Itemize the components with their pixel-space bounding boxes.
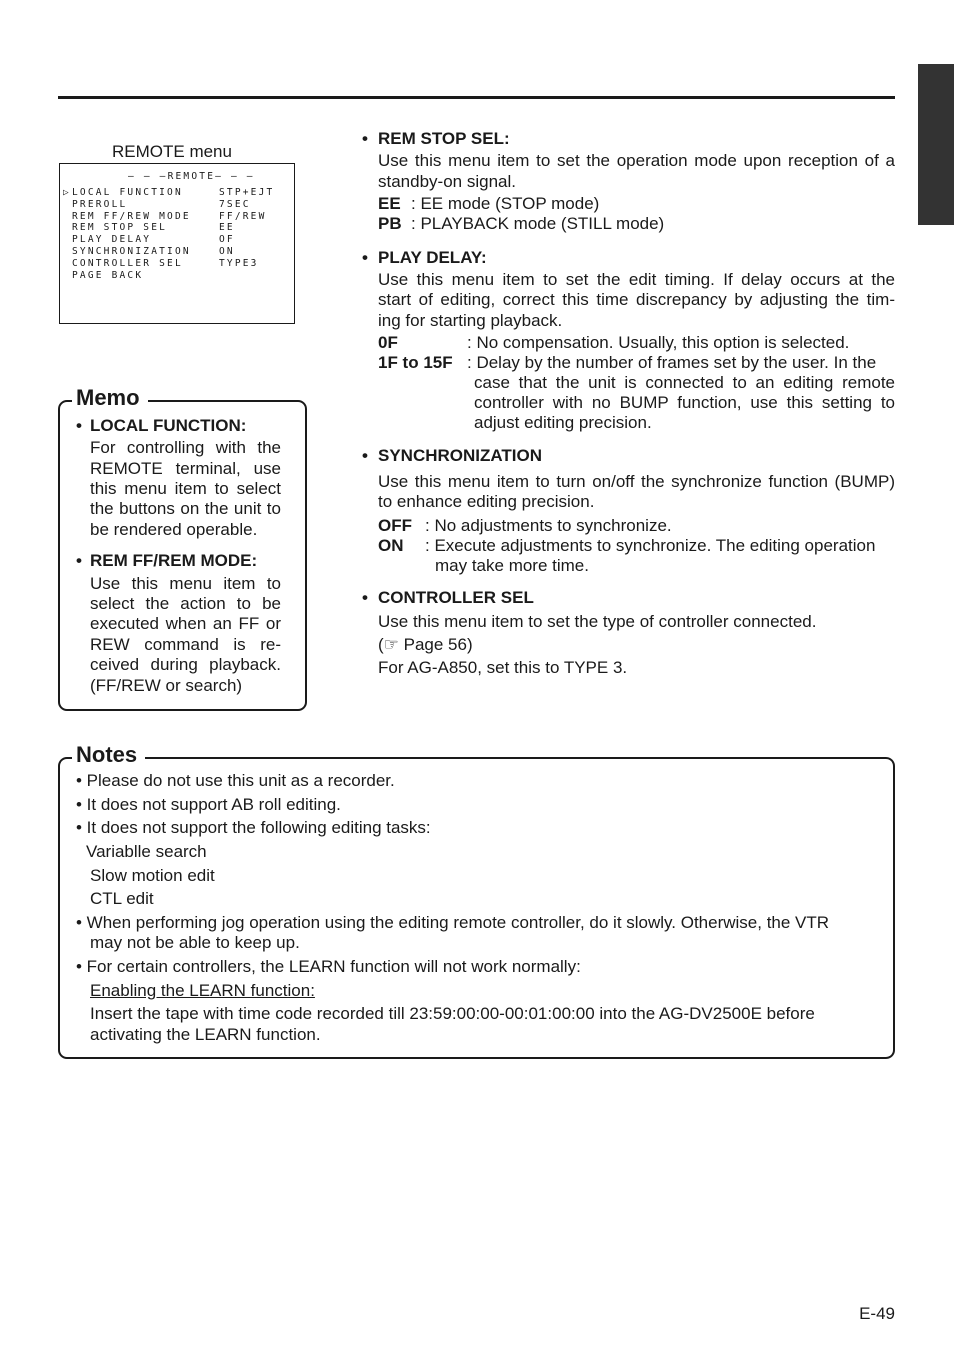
option-desc-continued: case that the unit is connected to an editing remote [474,373,895,392]
note-item: • It does not support the following editing tasks: [76,818,431,837]
memo-item-line: this menu item to select [90,479,281,498]
note-subheading: Enabling the LEARN function: [90,981,315,1000]
rem-stop-sel-text: standby-on signal. [378,172,516,191]
play-delay-text: ing for starting playback. [378,311,563,330]
option-desc: : Execute adjustments to synchronize. The editing operation [425,536,876,555]
controller-sel-text: Use this menu item to set the type of controller connected. [378,612,817,631]
option-desc-continued: controller with no BUMP function, use this setting to [474,393,895,412]
controller-sel-text: For AG-A850, set this to TYPE 3. [378,658,628,677]
remote-menu-screen [59,163,295,324]
memo-item-line: select the action to be [90,594,281,613]
menu-row-controller-sel: CONTROLLER SEL TYPE3 [72,258,259,269]
option-code: EE [378,194,401,213]
memo-item-line: REW command is re- [90,635,281,654]
section-bullet: • [362,446,368,465]
menu-row-rem-stop-sel: REM STOP SEL EE [72,222,235,233]
note-item: • Please do not use this unit as a recorder. [76,771,395,790]
note-item-continued: Insert the tape with time code recorded till 23:59:00:00-00:01:00:00 into the AG-DV2500E before [90,1004,815,1023]
option-desc-continued: adjust editing precision. [474,413,652,432]
page-number: E-49 [859,1304,895,1323]
option-code: PB [378,214,402,233]
play-delay-text: start of editing, correct this time discrepancy by adjusting the tim- [378,290,895,309]
memo-bullet: • [76,416,82,435]
note-item-continued: activating the LEARN function. [90,1025,321,1044]
option-desc: : PLAYBACK mode (STILL mode) [411,214,665,233]
note-item: • When performing jog operation using the editing remote controller, do it slowly. Otherwise, the VTR [76,913,830,932]
memo-item-line: REMOTE terminal, use [90,459,281,478]
memo-item-line: (FF/REW or search) [90,676,243,695]
controller-sel-page-ref: (☞ Page 56) [378,635,473,654]
memo-item-title: REM FF/REM MODE: [90,551,258,570]
option-desc-continued: may take more time. [435,556,589,575]
section-bullet: • [362,588,368,607]
synchronization-title: SYNCHRONIZATION [378,446,543,465]
note-subitem: Variablle search [86,842,207,861]
option-desc: : Delay by the number of frames set by the user. In the [467,353,877,372]
remote-menu-title: – – –REMOTE– – – [128,171,255,182]
option-code: 1F to 15F [378,353,453,372]
memo-item-line: the buttons on the unit to [90,499,281,518]
option-code: ON [378,536,404,555]
memo-heading: Memo [72,386,148,410]
section-bullet: • [362,248,368,267]
menu-row-local-function: ▷ LOCAL FUNCTION STP+EJT [63,187,275,198]
cursor-icon: ▷ [63,187,69,198]
section-tab [918,64,954,225]
menu-row-page-back: PAGE BACK [72,270,144,281]
play-delay-text: Use this menu item to set the edit timing. If delay occurs at the [378,270,895,289]
play-delay-title: PLAY DELAY: [378,248,487,267]
menu-row-play-delay: PLAY DELAY OF [72,234,235,245]
remote-menu-caption: REMOTE menu [112,142,232,161]
header-rule [58,96,895,99]
note-item: • For certain controllers, the LEARN function will not work normally: [76,957,581,976]
menu-row-rem-ff-rew-mode: REM FF/REW MODE FF/REW [72,211,267,222]
note-item: • It does not support AB roll editing. [76,795,341,814]
memo-item-line: For controlling with the [90,438,281,457]
option-code: 0F [378,333,398,352]
memo-item-line: executed when an FF or [90,614,281,633]
menu-row-synchronization: SYNCHRONIZATION ON [72,246,235,257]
rem-stop-sel-text: Use this menu item to set the operation mode upon reception of a [378,151,895,170]
rem-stop-sel-title: REM STOP SEL: [378,129,510,148]
note-subitem: CTL edit [90,889,154,908]
section-bullet: • [362,129,368,148]
memo-item-line: Use this menu item to [90,574,281,593]
option-desc: : EE mode (STOP mode) [411,194,600,213]
option-code: OFF [378,516,412,535]
note-subitem: Slow motion edit [90,866,215,885]
memo-bullet: • [76,551,82,570]
memo-item-line: ceived during playback. [90,655,281,674]
memo-item-title: LOCAL FUNCTION: [90,416,247,435]
synchronization-text: Use this menu item to turn on/off the synchronize function (BUMP) [378,472,895,491]
synchronization-text: to enhance editing precision. [378,492,595,511]
menu-row-preroll: PREROLL 7SEC [72,199,251,210]
note-item-continued: may not be able to keep up. [90,933,300,952]
option-desc: : No adjustments to synchronize. [425,516,672,535]
option-desc: : No compensation. Usually, this option is selected. [467,333,850,352]
notes-heading: Notes [72,743,145,767]
controller-sel-title: CONTROLLER SEL [378,588,534,607]
memo-item-line: be rendered operable. [90,520,258,539]
